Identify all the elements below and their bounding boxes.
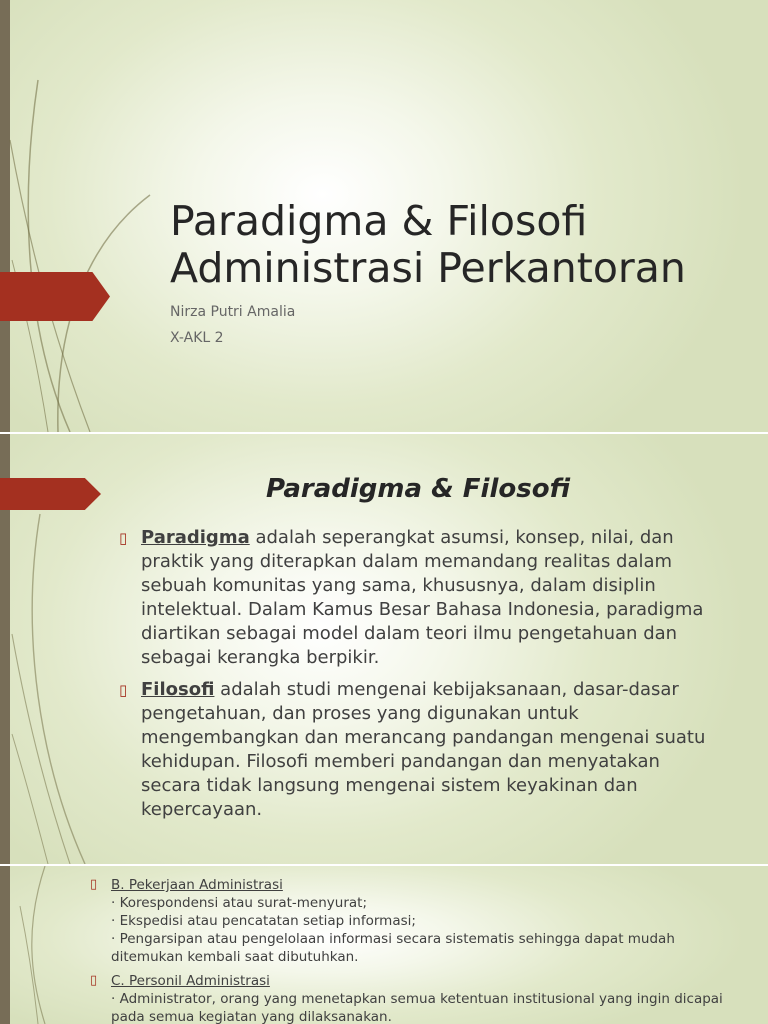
definition-slide [0,434,768,864]
list-item [90,972,730,1024]
section-line: · Ekspedisi atau pencatatan setiap informasi; [111,913,416,929]
list-item [90,876,730,966]
bullet-box-icon: ▯ [119,529,128,547]
section-line: · Korespondensi atau surat-menyurat; [111,895,367,911]
section-line: · Pengarsipan atau pengelolaan informasi secara sistematis sehingga dapat mudah ditemukan kembali saat dibutuhkan. [111,931,675,965]
section-heading: C. Personil Administrasi [111,973,270,989]
bullet-box-icon: ▯ [90,877,98,892]
term-paradigma: Paradigma [141,527,250,548]
definition-text: adalah seperangkat asumsi, konsep, nilai, dan praktik yang diterapkan dalam memandang realitas dalam sebuah komunitas yang sama, khususnya, dalam disiplin intelektual. Dalam Kamus Besar Bahasa Indonesia, paradigma diartikan sebagai model dalam teori ilmu pengetahuan dan sebagai kerangka berpikir. [141,527,704,668]
bullet-box-icon: ▯ [90,973,98,988]
definition-text: adalah studi mengenai kebijaksanaan, dasar-dasar pengetahuan, dan proses yang digunakan untuk mengembangkan dan merancang pandangan mengenai suatu kehidupan. Filosofi memberi pandangan dan menyatakan secara tidak langsung mengenai sistem keyakinan dan kepercayaan. [141,679,706,820]
section-heading: B. Pekerjaan Administrasi [111,877,283,893]
section-line: · Administrator, orang yang menetapkan semua ketentuan institusional yang ingin dicapai pada semua kegiatan yang dilaksanakan. [111,991,723,1024]
administration-slide [0,866,768,1024]
title-line-1: Paradigma & Filosofi [170,197,588,245]
section-list [90,876,730,1024]
decorative-curves [0,0,160,432]
arrow-tab-icon [0,272,110,321]
presentation-title [170,198,686,292]
author-name: Nirza Putri Amalia [170,304,296,320]
list-item [119,526,719,670]
class-label: X-AKL 2 [170,330,224,346]
slide-title: Paradigma & Filosofi [265,474,571,504]
decorative-curves [0,866,90,1024]
term-filosofi: Filosofi [141,679,215,700]
list-item [119,678,719,822]
title-line-2: Administrasi Perkantoran [170,244,686,292]
definition-list [119,526,719,830]
bullet-box-icon: ▯ [119,681,128,699]
title-slide [0,0,768,432]
